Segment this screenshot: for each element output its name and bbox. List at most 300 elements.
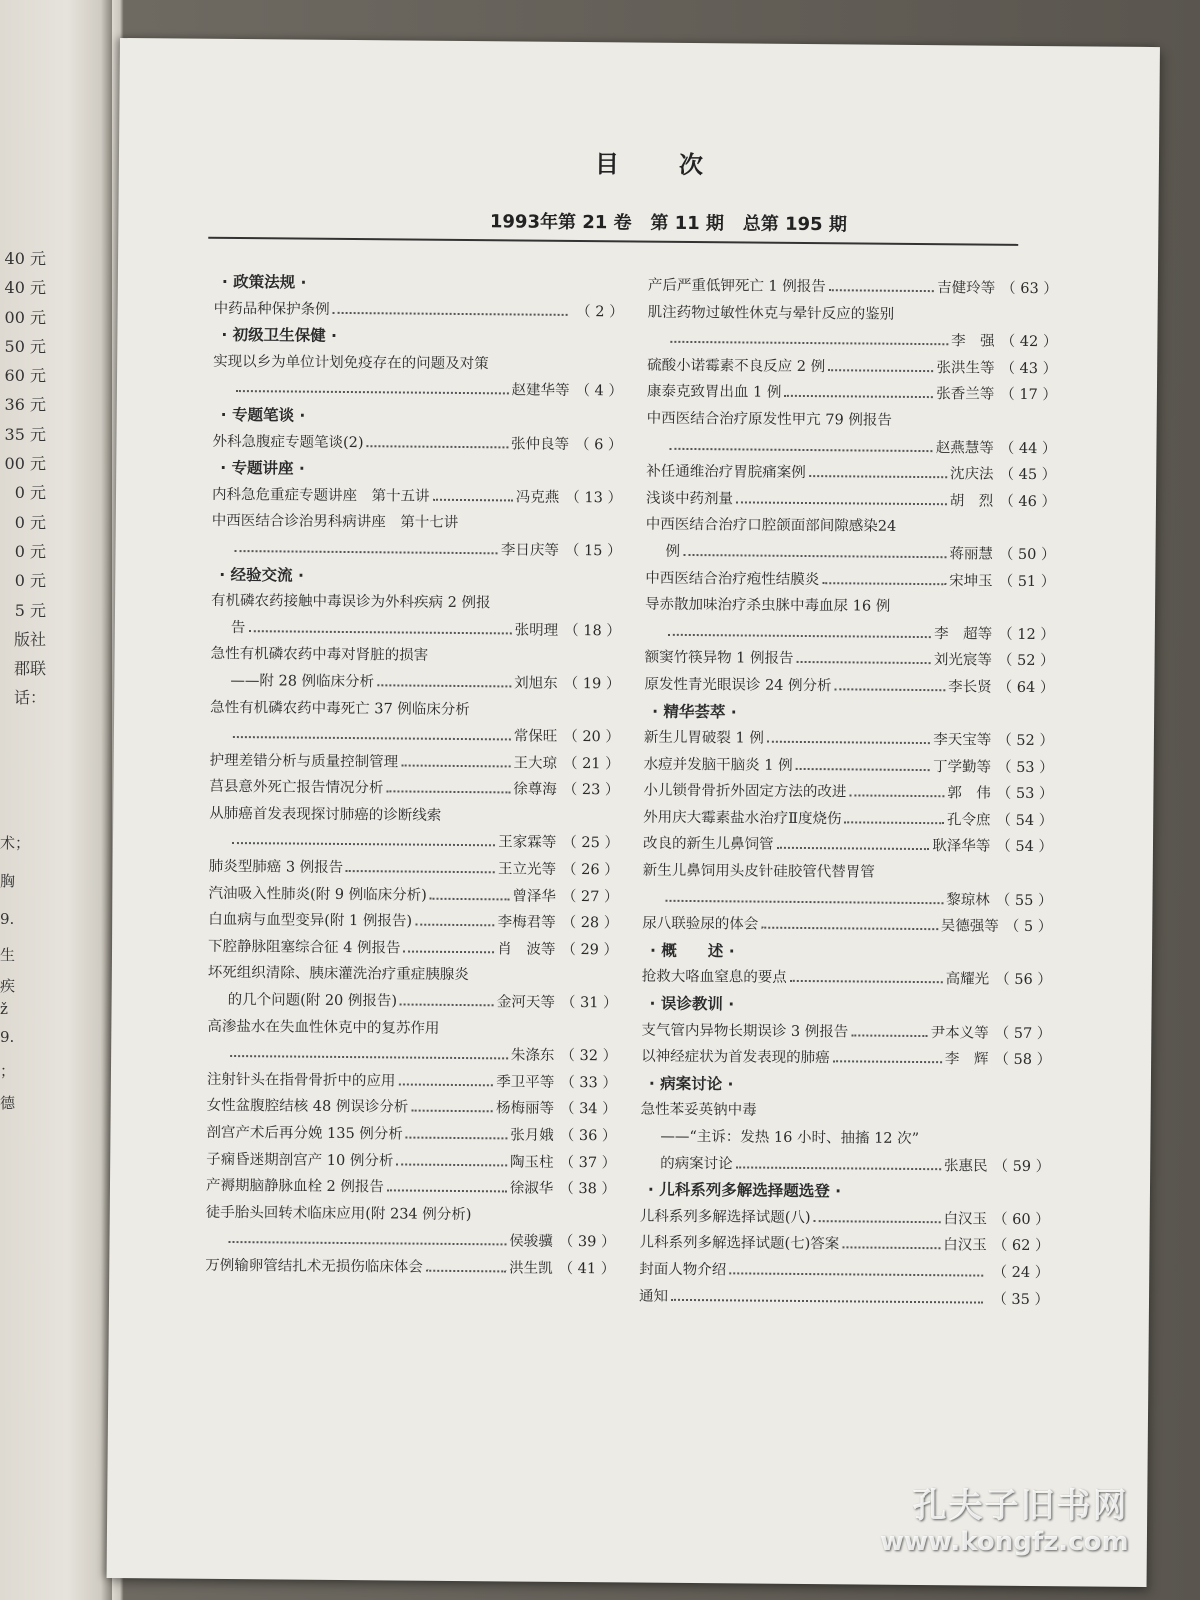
entry-author: 吉健玲等 [937, 280, 996, 297]
entry-author: 常保旺 [513, 728, 558, 745]
entry-title: 的病案讨论 [660, 1155, 733, 1172]
dot-leader [406, 1137, 507, 1140]
dot-leader [729, 1272, 983, 1276]
toc-entry [206, 1173, 616, 1203]
header-rule [208, 237, 1018, 246]
text-fragment: ； [0, 1062, 16, 1080]
entry-title: 浅谈中药剂量 [645, 490, 734, 508]
section-heading: · 误诊教训 · [649, 994, 735, 1014]
entry-author: 季卫平等 [496, 1074, 555, 1091]
toc-entry [211, 615, 621, 645]
toc-entry [207, 1067, 617, 1097]
entry-title: 汽油吸入性肺炎(附 9 例临床分析) [208, 885, 427, 904]
entry-page: （ 51 ） [998, 573, 1056, 590]
toc-entry [644, 751, 1054, 781]
dot-leader [248, 630, 511, 634]
toc-entry [209, 774, 619, 804]
dot-leader [228, 1241, 506, 1245]
dot-leader [396, 1163, 507, 1166]
entry-title: 万例输卵管结扎术无损伤临床体会 [205, 1257, 423, 1276]
entry-title: 中西医结合治疗疱性结膜炎 [645, 570, 820, 588]
entry-title: 额窦竹筷异物 1 例报告 [644, 649, 794, 668]
entry-page: （ 6 ） [574, 436, 623, 453]
toc-entry [647, 379, 1057, 409]
toc-entry [206, 1120, 616, 1150]
entry-title: 子痫昏迷期剖宫产 10 例分析 [206, 1151, 394, 1170]
entry-page: （ 4 ） [575, 383, 624, 400]
entry-author: 孔令庶 [946, 812, 991, 829]
toc-entry [646, 485, 1056, 515]
entry-page: （ 29 ） [561, 941, 619, 959]
entry-page: （ 54 ） [996, 839, 1054, 856]
section-heading: · 概 述 · [649, 941, 735, 961]
entry-author: 李 超等 [934, 625, 993, 643]
entry-author: 肖 波等 [497, 941, 556, 958]
price-fragment: 版社 [13, 629, 46, 649]
toc-entry [647, 326, 1057, 356]
dot-leader [236, 390, 509, 394]
text-fragment: 术； [0, 834, 31, 852]
entry-title: 产后严重低钾死亡 1 例报告 [647, 277, 826, 296]
entry-title: 的几个问题(附 20 例报告) [227, 992, 398, 1010]
dot-leader [669, 447, 932, 451]
entry-page: （ 35 ） [992, 1291, 1050, 1308]
dot-leader [851, 1034, 927, 1037]
entry-title: 新生儿胃破裂 1 例 [643, 729, 764, 747]
entry-author: 李 强 [951, 333, 995, 350]
dot-leader [736, 1166, 941, 1170]
toc-entry [645, 565, 1055, 595]
entry-page: （ 18 ） [564, 622, 621, 640]
toc-title-line: 中西医结合治疗原发性甲亢 79 例报告 [646, 410, 892, 429]
entry-title: 封面人物介绍 [639, 1261, 727, 1279]
entry-author: 李 辉 [944, 1051, 989, 1068]
price-fragment: 郡联 [13, 659, 46, 679]
toc-entry [205, 1253, 615, 1283]
entry-page: （ 53 ） [996, 785, 1054, 803]
entry-author: 王大琼 [513, 755, 558, 772]
price-fragment: 0 元 [14, 541, 46, 561]
page-title: 目次 [594, 150, 764, 180]
toc-title-line: 徒手胎头回转术临床应用(附 234 例分析) [205, 1204, 472, 1223]
toc-entry [207, 1093, 617, 1123]
entry-author: 张惠民 [943, 1157, 988, 1175]
entry-title: 外用庆大霉素盐水治疗Ⅱ度烧伤 [643, 809, 842, 828]
toc-entry [642, 911, 1052, 941]
entry-author: 高耀光 [945, 971, 990, 989]
price-fragment: 00 元 [4, 454, 46, 474]
price-fragment: 00 元 [4, 307, 46, 327]
entry-page: （ 50 ） [998, 546, 1056, 564]
dot-leader [430, 897, 510, 900]
text-fragment: 9. [0, 1028, 15, 1046]
dot-leader [736, 501, 947, 505]
toc-title-line: 有机磷农药接触中毒误诊为外科疾病 2 例报 [211, 592, 491, 612]
price-fragment: 话： [13, 688, 46, 708]
toc-entry [208, 907, 618, 937]
entry-page: （ 33 ） [560, 1074, 617, 1092]
entry-page: （ 24 ） [992, 1264, 1050, 1282]
entry-author: 白汉玉 [943, 1237, 987, 1254]
watermark-title: 孔夫子旧书网 [912, 1486, 1129, 1526]
entry-title: ——附 28 例临床分析 [230, 672, 375, 691]
text-fragment: 胸 [0, 872, 16, 890]
price-column [5, 246, 46, 715]
price-fragment: 0 元 [14, 571, 46, 591]
dot-leader [671, 1298, 983, 1303]
entry-author: 张仲良等 [510, 435, 570, 453]
entry-page: （ 44 ） [999, 440, 1057, 457]
price-fragment: 50 元 [4, 336, 46, 356]
toc-entry [646, 432, 1056, 462]
price-fragment: 40 元 [4, 278, 46, 298]
entry-author: 李天宝等 [933, 732, 992, 749]
entry-page: （ 13 ） [565, 489, 623, 507]
toc-entry [213, 375, 623, 405]
toc-title-line: 急性有机磷农药中毒死亡 37 例临床分析 [210, 699, 470, 718]
watermark-url: www.kongfz.com [880, 1527, 1129, 1557]
entry-page: （ 38 ） [559, 1181, 617, 1198]
section-heading: · 经验交流 · [219, 565, 304, 585]
toc-title-line: 坏死组织清除、胰床灌洗治疗重症胰腺炎 [207, 965, 469, 984]
dot-leader [809, 475, 947, 478]
toc-entry [642, 884, 1052, 914]
entry-page: （ 26 ） [562, 861, 619, 879]
toc-left-column [205, 269, 624, 1283]
dot-leader [346, 870, 495, 873]
toc-entry [640, 1150, 1050, 1180]
dot-leader [400, 1004, 494, 1007]
toc-entry [639, 1230, 1049, 1260]
entry-page: （ 41 ） [558, 1260, 616, 1278]
entry-author: 白汉玉 [943, 1211, 988, 1228]
entry-page: （ 28 ） [561, 915, 619, 932]
text-fragment: 德 [0, 1094, 16, 1112]
entry-page: （ 58 ） [994, 1051, 1052, 1069]
toc-entry [210, 668, 620, 698]
dot-leader [665, 899, 943, 903]
entry-title: 支气管内异物长期误诊 3 例报告 [641, 1022, 849, 1041]
entry-page: （ 5 ） [1004, 919, 1053, 936]
section-heading: · 儿科系列多解选择题选登 · [647, 1180, 842, 1201]
toc-entry [210, 747, 620, 777]
entry-page: （ 25 ） [562, 835, 620, 852]
toc-entry [643, 831, 1053, 861]
previous-page-edge [0, 0, 112, 1600]
entry-title: 儿科系列多解选择试题(八) [639, 1208, 811, 1226]
dot-leader [849, 795, 944, 798]
dot-leader [232, 842, 495, 846]
dot-leader [842, 1247, 940, 1250]
toc-entry [210, 721, 620, 751]
toc-entry [646, 459, 1056, 489]
entry-author: 杨梅丽等 [495, 1100, 555, 1118]
entry-author: 张明理 [514, 622, 559, 639]
price-fragment: 5 元 [14, 600, 46, 620]
entry-page: （ 54 ） [996, 812, 1054, 830]
entry-page: （ 52 ） [997, 732, 1054, 750]
entry-page: （ 23 ） [562, 782, 620, 799]
entry-page: （ 32 ） [560, 1048, 618, 1065]
entry-page: （ 20 ） [563, 728, 620, 746]
toc-entry [209, 827, 619, 857]
entry-page: （ 64 ） [997, 679, 1055, 697]
toc-entry [641, 1044, 1051, 1074]
entry-author: 洪生凯 [509, 1260, 553, 1277]
entry-author: 胡 烈 [949, 493, 994, 510]
entry-page: （ 55 ） [995, 892, 1053, 909]
entry-page: （ 60 ） [992, 1211, 1050, 1228]
entry-title: 抢救大咯血窒息的要点 [641, 969, 787, 987]
toc-entry [214, 295, 624, 325]
toc-entry [206, 1146, 616, 1176]
toc-entry [645, 539, 1055, 569]
entry-title: 外科急腹症专题笔谈(2) [212, 433, 364, 451]
toc-entry [207, 1040, 617, 1070]
dot-leader [411, 1110, 493, 1113]
entry-author: 沈庆法 [949, 466, 994, 483]
toc-entry [645, 618, 1055, 648]
text-fragment: 疾 [0, 977, 16, 995]
toc-entry [212, 482, 622, 512]
entry-author: 赵建华等 [511, 382, 570, 400]
entry-page: （ 46 ） [999, 493, 1057, 510]
entry-page: （ 31 ） [560, 994, 618, 1012]
entry-author: 李日庆等 [500, 542, 559, 559]
toc-title-line: 肌注药物过敏性休克与晕针反应的鉴别 [647, 304, 895, 323]
entry-title: 原发性青光眼误诊 24 例分析 [644, 676, 832, 695]
entry-page: （ 62 ） [992, 1238, 1050, 1255]
entry-page: （ 2 ） [576, 303, 624, 320]
entry-title: 白血病与血型变异(附 1 例报告) [208, 912, 413, 930]
toc-entry [643, 804, 1053, 834]
entry-title: 下腔静脉阻塞综合征 4 例报告 [208, 938, 401, 957]
price-fragment: 0 元 [14, 512, 46, 532]
entry-title: 中药品种保护条例 [213, 300, 330, 318]
toc-entry [208, 934, 618, 964]
entry-title: 例 [665, 543, 681, 560]
section-heading: · 初级卫生保健 · [221, 326, 338, 346]
entry-author: 丁学勤等 [932, 758, 992, 776]
toc-title-line: 新生儿鼻饲用头皮针硅胶管代替胃管 [642, 862, 875, 881]
toc-entry [639, 1283, 1049, 1313]
dot-leader [828, 369, 933, 372]
dot-leader [829, 289, 934, 292]
entry-page: （ 21 ） [562, 755, 620, 773]
dot-leader [233, 736, 511, 740]
entry-title: 以神经症状为首发表现的肺癌 [641, 1048, 830, 1067]
entry-author: 赵燕慧等 [935, 439, 994, 457]
toc-entry [644, 672, 1054, 702]
entry-author: 曾泽华 [512, 888, 556, 905]
entry-author: 蒋丽慧 [949, 546, 993, 563]
dot-leader [776, 847, 929, 850]
entry-page: （ 52 ） [997, 652, 1055, 670]
entry-title: 小儿锁骨骨折外固定方法的改进 [643, 782, 847, 801]
toc-title-line: 急性苯妥英钠中毒 [640, 1101, 757, 1120]
toc-entry [641, 1017, 1051, 1047]
toc-entry [644, 725, 1054, 755]
dot-leader [230, 1055, 508, 1059]
entry-author: 徐尊海 [513, 781, 557, 799]
dot-leader [668, 634, 931, 638]
toc-entry [209, 854, 619, 884]
dot-leader [387, 1190, 507, 1193]
dot-leader [366, 445, 508, 448]
dot-leader [790, 980, 943, 983]
entry-page: （ 39 ） [558, 1234, 616, 1251]
watermark [880, 1478, 1129, 1557]
entry-page: （ 27 ） [561, 888, 619, 906]
dot-leader [796, 768, 930, 771]
entry-page: （ 59 ） [993, 1158, 1051, 1175]
dot-leader [683, 554, 946, 558]
entry-author: 郭 伟 [947, 785, 991, 802]
toc-right-column [639, 273, 1058, 1314]
entry-page: （ 42 ） [1000, 333, 1058, 351]
entry-title: 尿八联验尿的体会 [642, 915, 759, 933]
entry-title: 肺炎型肺癌 3 例报告 [208, 858, 344, 877]
entry-author: 王家霖等 [498, 834, 557, 852]
toc-title-line: 高渗盐水在失血性休克中的复苏作用 [207, 1018, 440, 1037]
dot-leader [835, 688, 946, 691]
entry-title: 女性盆腹腔结核 48 例误诊分析 [206, 1098, 409, 1116]
entry-author: 冯克燕 [515, 489, 560, 506]
entry-author: 李长贤 [948, 679, 992, 696]
dot-leader [784, 395, 933, 398]
entry-author: 耿泽华等 [932, 838, 991, 856]
dot-leader [403, 950, 494, 953]
entry-title: 告 [230, 619, 246, 636]
price-fragment: 0 元 [14, 483, 46, 503]
toc-entry [647, 352, 1057, 382]
toc-entry [639, 1257, 1049, 1287]
dot-leader [814, 1220, 941, 1223]
entry-title: 补任通维治疗胃脘痛案例 [646, 463, 806, 482]
section-heading: · 政策法规 · [221, 272, 307, 292]
toc-entry [205, 1226, 615, 1256]
dot-leader [822, 582, 946, 585]
dot-leader [398, 1083, 493, 1086]
toc-entry [207, 987, 617, 1017]
entry-title: 通知 [638, 1288, 669, 1305]
dot-leader [415, 924, 495, 927]
entry-page: （ 63 ） [1001, 280, 1058, 298]
entry-title: 康泰克致胃出血 1 例 [646, 383, 782, 402]
text-fragment: ž [0, 1000, 8, 1018]
section-heading: · 精华荟萃 · [652, 702, 737, 721]
toc-entry [212, 428, 622, 458]
entry-author: 李梅君等 [497, 914, 556, 932]
dot-leader [833, 1060, 942, 1063]
toc-title-line: 从肺癌首发表现探讨肺癌的诊断线索 [209, 805, 442, 824]
toc-title-line: ——“主诉：发热 16 小时、抽搐 12 次” [660, 1128, 920, 1148]
entry-page: （ 12 ） [998, 626, 1055, 643]
entry-title: 改良的新生儿鼻饲管 [642, 836, 774, 854]
dot-leader [426, 1270, 506, 1273]
entry-author: 黎琼林 [946, 891, 990, 909]
entry-author: 张香兰等 [936, 386, 995, 404]
entry-author: 朱涤东 [510, 1047, 555, 1065]
toc-entry [640, 1203, 1050, 1233]
toc-title-line: 急性有机磷农药中毒对肾脏的损害 [210, 646, 429, 665]
section-heading: · 专题笔谈 · [220, 405, 306, 425]
issue-line: 1993年第 21 卷 第 11 期 总第 195 期 [489, 211, 847, 236]
entry-title: 莒县意外死亡报告情况分析 [209, 779, 384, 797]
entry-author: 陶玉柱 [509, 1154, 554, 1171]
section-heading: · 专题讲座 · [220, 459, 305, 478]
text-fragment: 9. [0, 910, 15, 928]
price-fragment: 60 元 [4, 366, 46, 386]
entry-page: （ 53 ） [996, 759, 1054, 776]
section-heading: · 病案讨论 · [648, 1074, 734, 1094]
price-fragment: 36 元 [4, 395, 46, 415]
dot-leader [333, 311, 568, 315]
entry-author: 徐淑华 [509, 1180, 554, 1198]
entry-author: 宋坤玉 [949, 572, 993, 590]
dot-leader [761, 927, 938, 931]
entry-page: （ 56 ） [995, 972, 1052, 989]
entry-author: 吴德强等 [940, 918, 999, 935]
dot-leader [670, 341, 948, 345]
entry-author: 侯骏骥 [509, 1233, 553, 1251]
text-fragment: 生 [0, 946, 16, 964]
dot-leader [432, 498, 512, 501]
entry-author: 王立光等 [498, 861, 557, 878]
entry-author: 尹本义等 [930, 1024, 989, 1042]
toc-title-line: 实现以乡为单位计划免疫存在的问题及对策 [213, 353, 489, 373]
entry-page: （ 37 ） [559, 1154, 617, 1171]
entry-page: （ 19 ） [563, 675, 621, 693]
entry-title: 注射针头在指骨骨折中的应用 [206, 1071, 396, 1090]
toc-entry [643, 778, 1053, 808]
entry-author: 张月娥 [510, 1127, 554, 1144]
dot-leader [377, 684, 511, 687]
entry-page: （ 45 ） [999, 466, 1057, 484]
dot-leader [767, 741, 930, 744]
toc-entry [208, 880, 618, 910]
dot-leader [845, 821, 944, 824]
toc-title-line: 中西医结合治疗口腔颌面部间隙感染24 [645, 516, 897, 536]
toc-title-line: 中西医结合诊治男科病讲座 第十七讲 [211, 513, 459, 532]
entry-title: 内科急危重症专题讲座 第十五讲 [211, 486, 430, 505]
toc-entry [642, 964, 1052, 994]
entry-page: （ 57 ） [994, 1025, 1052, 1042]
entry-title: 护理差错分析与质量控制管理 [209, 752, 399, 771]
toc-entry [648, 273, 1058, 303]
entry-page: （ 36 ） [559, 1127, 617, 1145]
entry-title: 硫酸小诺霉素不良反应 2 例 [647, 357, 826, 375]
entry-page: （ 17 ） [1000, 387, 1057, 404]
entry-title: 产褥期脑静脉血栓 2 例报告 [205, 1177, 385, 1196]
entry-author: 金河天等 [496, 994, 555, 1011]
entry-author: 刘光宸等 [933, 652, 992, 669]
price-fragment: 40 元 [4, 249, 46, 268]
toc-entry [644, 645, 1054, 675]
dot-leader [386, 791, 510, 794]
dot-leader [797, 661, 931, 664]
toc-title-line: 导赤散加味治疗杀虫脒中毒血尿 16 例 [645, 596, 891, 615]
entry-title: 儿科系列多解选择试题(七)答案 [639, 1234, 840, 1253]
contents-page [107, 38, 1160, 1587]
entry-page: （ 15 ） [564, 542, 622, 560]
price-fragment: 35 元 [4, 424, 46, 444]
toc-entry [211, 535, 621, 565]
entry-page: （ 34 ） [559, 1101, 617, 1118]
entry-title: 剖宫产术后再分娩 135 例分析 [206, 1124, 403, 1143]
entry-author: 刘旭东 [514, 675, 558, 692]
entry-author: 张洪生等 [936, 359, 995, 377]
